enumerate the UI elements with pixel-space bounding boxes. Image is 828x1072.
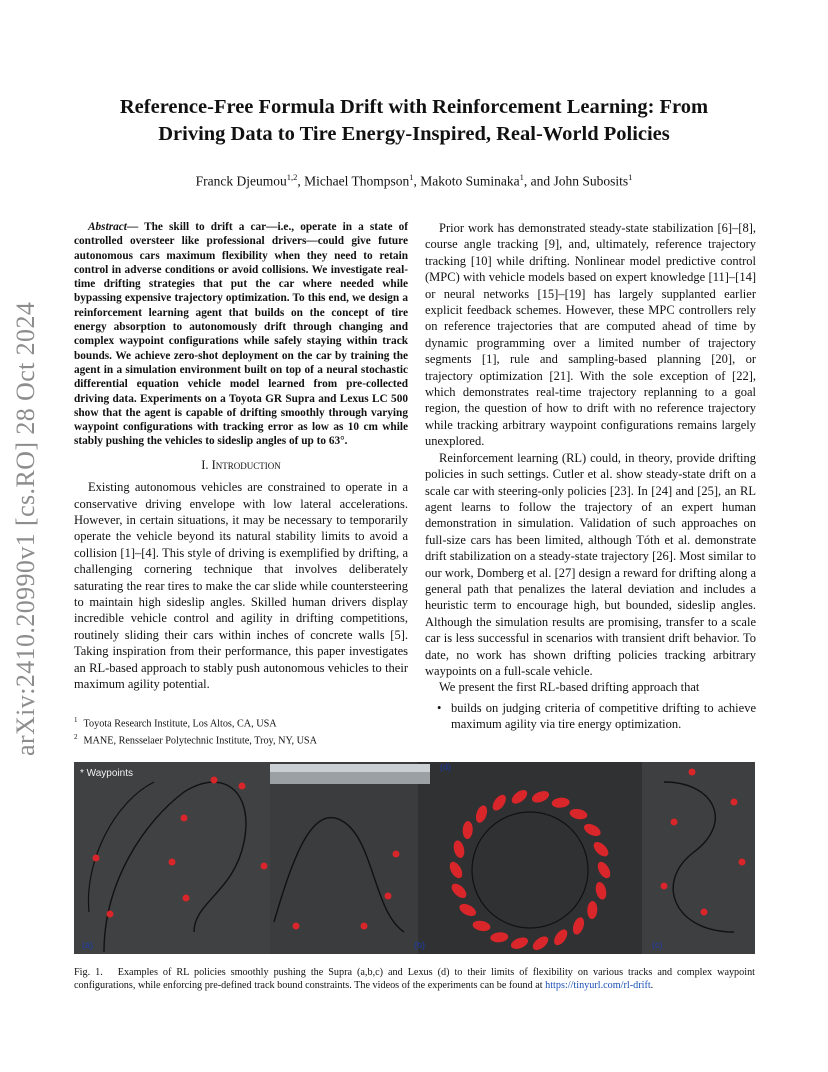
figure-1-drift-composite — [74, 762, 755, 954]
left-column — [74, 220, 408, 747]
car-marker — [393, 851, 400, 858]
car-marker — [361, 923, 368, 930]
car-marker — [93, 855, 100, 862]
author-separator: , — [413, 173, 421, 189]
panel-label-b: (b) — [414, 940, 425, 950]
bullet-text: builds on judging criteria of competitive drifting to achieve maximum agility via tire energy optimization. — [451, 700, 756, 732]
footnote-1 — [74, 714, 408, 730]
car-marker — [731, 799, 738, 806]
author-name: Franck Djeumou — [195, 173, 287, 189]
car-marker — [261, 863, 268, 870]
panel-d-background — [418, 762, 642, 954]
figure-1-image — [74, 762, 755, 954]
panel-label-d: (d) — [440, 762, 451, 772]
car-marker — [107, 911, 114, 918]
arxiv-sidebar-stamp: arXiv:2410.20990v1 [cs.RO] 28 Oct 2024 — [11, 301, 40, 756]
car-marker — [211, 777, 218, 784]
section-title: Introduction — [211, 457, 281, 472]
waypoints-legend: * Waypoints — [80, 768, 133, 779]
caption-prefix: Fig. 1. — [74, 967, 103, 978]
related-work-paragraph-1: Prior work has demonstrated steady-state stabilization [6]–[8], course angle tracking [9], and, ultimately, reference trajectory tracking [10] while drifting. Nonlinear model predictive control (MPC) with vehicle models based on expert knowledge [11]–[14] or neural networks [15]–[19] has largely supplanted earlier explicit feedback schemes. However, these MPC controllers rely on reference trajectories that are computed ahead of time by dynamic programming over a limited number of trajectory segments [1], rule and sampling-based planning [20], or trajectory optimization [21]. With the sole exception of [22], which demonstrates real-time trajectory replanning to a goal region, the question of how to drift with no reference trajectory while tracking arbitrary waypoint configurations remains largely unexplored. — [425, 221, 756, 449]
author-list — [60, 172, 768, 190]
title-line-2: Driving Data to Tire Energy-Inspired, Real-World Policies — [158, 123, 670, 145]
panel-label-c: (c) — [652, 940, 663, 950]
author-affiliation: 1 — [628, 172, 633, 182]
car-marker — [181, 815, 188, 822]
footnote-mark: 1 — [74, 716, 78, 725]
author-affiliation: 1,2 — [286, 172, 298, 182]
author-affiliation: 1 — [519, 172, 524, 182]
waypoints-legend-label: Waypoints — [86, 768, 133, 779]
car-marker — [671, 819, 678, 826]
figure-1-caption — [74, 966, 755, 992]
author-separator: , — [297, 173, 305, 189]
caption-text: Examples of RL policies smoothly pushing the Supra (a,b,c) and Lexus (d) to their limits of flexibility on various tracks and complex waypoint configurations, while enforcing pre-defined track bound constraints. The videos of the experiments can be found at — [74, 967, 756, 991]
car-marker — [385, 893, 392, 900]
panel-label-a: (a) — [82, 940, 93, 950]
section-heading-introduction — [74, 457, 408, 473]
paper-title — [60, 94, 768, 148]
contribution-bullet-1 — [425, 700, 756, 733]
author-name: Makoto Suminaka — [420, 173, 520, 189]
footnote-text: Toyota Research Institute, Los Altos, CA, USA — [83, 718, 277, 730]
inset-photo-sky — [270, 764, 430, 772]
abstract-text: — The skill to drift a car—i.e., operate in a state of controlled oversteer like professional drivers—could give future autonomous cars maximum flexibility when they need to retain control in adverse conditions or avoid collisions. We investigate real-time drifting strategies that put the car where needed while bypassing expensive trajectory optimization. To this end, we design a reinforcement learning agent that builds on the concept of tire energy absorption to autonomously drift through changing and complex waypoint configurations while safely staying within track bounds. We achieve zero-shot deployment on the car by training the agent in a simulation environment built on top of a neural stochastic differential equation vehicle model learned from pre-collected driving data. Experiments on a Toyota GR Supra and Lexus LC 500 show that the agent is capable of drifting smoothly through varying waypoint configurations with tracking error as low as 10 cm while stably pushing the vehicles to sideslip angles of up to 63°. — [74, 221, 408, 448]
author-separator: , and — [523, 173, 554, 189]
footnote-2 — [74, 731, 408, 747]
abstract-label: Abstract — [88, 221, 127, 233]
author-name: Michael Thompson — [304, 173, 410, 189]
title-line-1: Reference-Free Formula Drift with Reinforcement Learning: From — [119, 96, 709, 118]
related-work-paragraph-2: Reinforcement learning (RL) could, in theory, provide drifting policies in such settings. Cutler et al. show steady-state drift on a scale car with steering-only policies [23]. In [24] and [25], an RL agent learns to follow the trajectory of an expert human demonstration in simulation. Validation of such approaches on full-size cars has been limited, although Tóth et al. demonstrate drift stabilization on a steady-state trajectory [26]. Most similar to our work, Domberg et al. [27] design a reward for drifting along a general path that penalizes the lateral deviation and includes a heuristic term to encourage high, but bounded, sideslip angles. Although the simulation results are promising, transfer to a scale car is less successful in scenarios with transient drift behavior. To date, no work has shown drifting policies tracking arbitrary waypoints on a full-scale vehicle. — [425, 450, 756, 678]
car-marker — [183, 895, 190, 902]
caption-link[interactable]: https://tinyurl.com/rl-drift — [545, 980, 651, 991]
car-marker — [701, 909, 708, 916]
section-number: I. — [201, 457, 209, 472]
car-marker — [293, 923, 300, 930]
contribution-intro: We present the first RL-based drifting approach that — [439, 680, 700, 695]
author-name: John Subosits — [553, 173, 629, 189]
caption-end: . — [650, 980, 654, 991]
panel-a-background — [74, 762, 270, 954]
abstract — [74, 220, 408, 449]
right-column — [425, 220, 756, 733]
author-affiliation: 1 — [409, 172, 414, 182]
car-marker — [239, 783, 246, 790]
car-marker — [661, 883, 668, 890]
car-marker — [169, 859, 176, 866]
car-marker — [689, 769, 696, 776]
car-marker — [739, 859, 746, 866]
footnote-text: MANE, Rensselaer Polytechnic Institute, Troy, NY, USA — [83, 735, 317, 747]
bullet-dot-icon: • — [437, 700, 442, 715]
intro-paragraph-1: Existing autonomous vehicles are constrained to operate in a conservative driving envelope with low lateral accelerations. However, in certain situations, it may be necessary to temporarily operate the vehicle beyond its natural stability limits to avoid a collision [1]–[4]. This style of driving is exemplified by drifting, a challenging cornering technique that involves deliberately saturating the rear tires to make the car slide while countersteering to maintain high sideslip angles. Skilled human drivers display incredible vehicle control and agility in drifting competitions, routinely sliding their cars within inches of concrete walls [5]. Taking inspiration from their performance, this paper investigates an RL-based approach to stably push autonomous vehicles to their maximum agility potential. — [74, 480, 408, 692]
footnote-mark: 2 — [74, 732, 78, 741]
footnotes — [74, 714, 408, 747]
